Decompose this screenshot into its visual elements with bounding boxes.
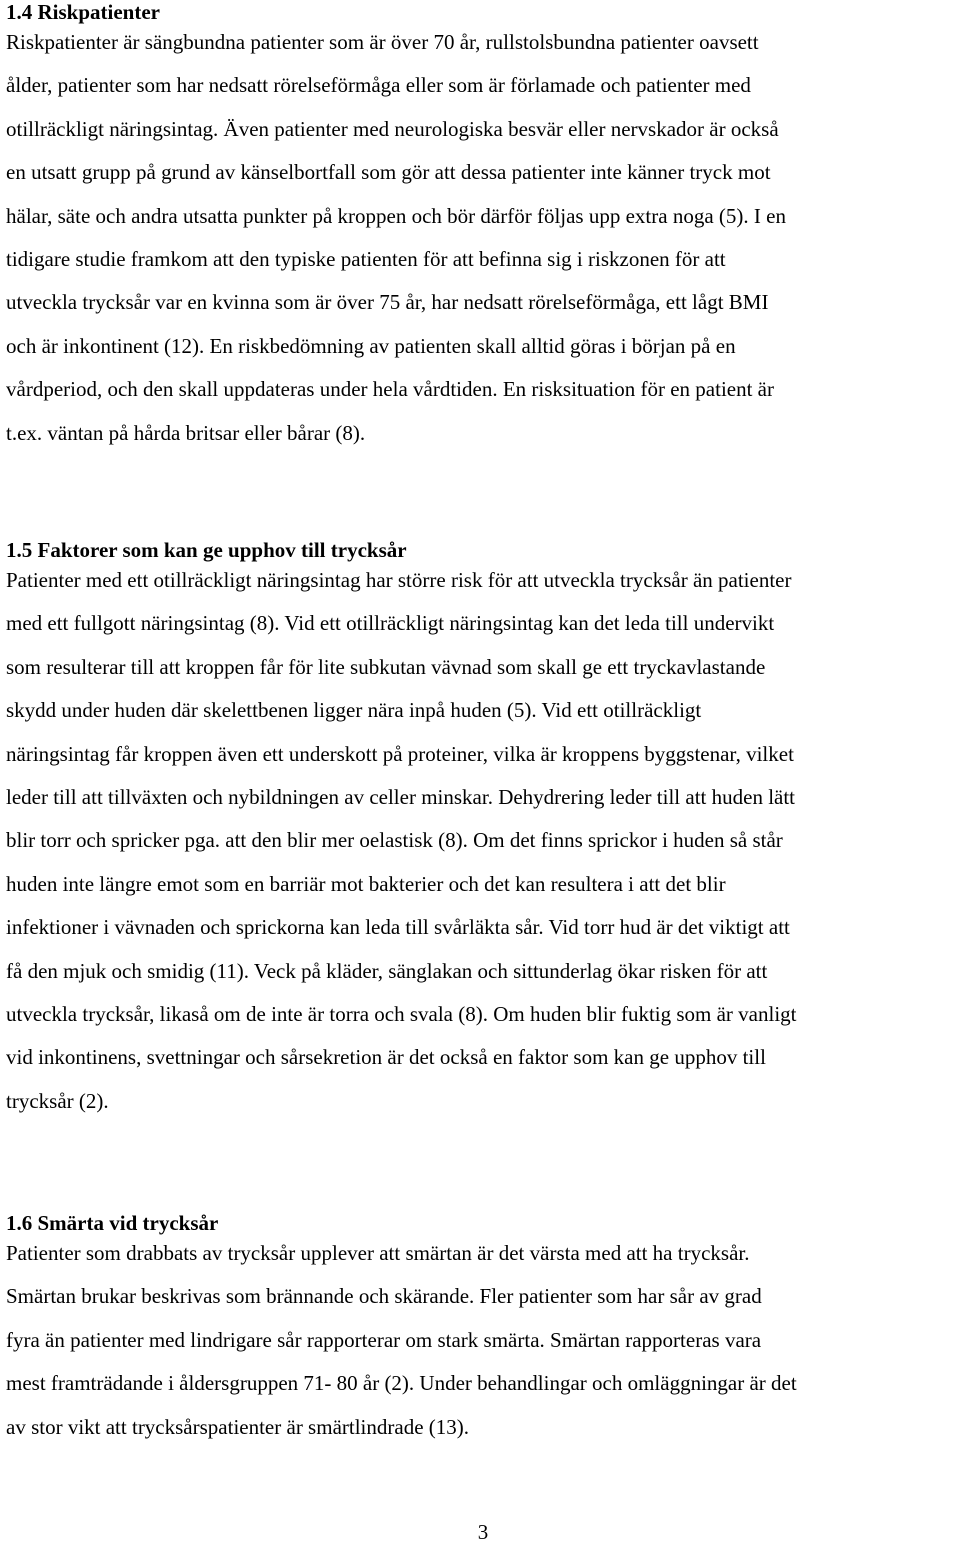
section-paragraph	[6, 21, 786, 455]
text-line: utveckla trycksår var en kvinna som är över 75 år, har nedsatt rörelseförmåga, ett lågt BMI	[6, 290, 769, 315]
page-number: 3	[477, 1520, 489, 1544]
text-line: skydd under huden där skelettbenen ligger nära inpå huden (5). Vid ett otillräckligt	[6, 698, 702, 723]
text-line: trycksår (2).	[6, 1088, 109, 1113]
section-paragraph	[6, 559, 797, 1123]
text-line: mest framträdande i åldersgruppen 71- 80 år (2). Under behandlingar och omläggningar är det	[6, 1371, 797, 1396]
text-line: huden inte längre emot som en barriär mot bakterier och det kan resultera i att det blir	[6, 871, 726, 896]
section-heading: 1.4 Riskpatienter	[6, 0, 160, 24]
section-heading: 1.6 Smärta vid trycksår	[6, 1211, 219, 1235]
section-faktorer	[6, 538, 797, 1123]
text-line: infektioner i vävnaden och sprickorna kan leda till svårläkta sår. Vid torr hud är det viktigt att	[6, 915, 790, 940]
section-heading: 1.5 Faktorer som kan ge upphov till trycksår	[6, 538, 407, 562]
text-line: hälar, säte och andra utsatta punkter på kroppen och bör därför följas upp extra noga (5). I en	[6, 203, 786, 228]
text-line: få den mjuk och smidig (11). Veck på kläder, sänglakan och sittunderlag ökar risken för att	[6, 958, 768, 983]
text-line: som resulterar till att kroppen får för lite subkutan vävnad som skall ge ett tryckavlastande	[6, 654, 766, 679]
section-riskpatienter	[6, 0, 786, 455]
text-line: Patienter med ett otillräckligt näringsintag har större risk för att utveckla trycksår än patienter	[6, 568, 792, 592]
text-line: tidigare studie framkom att den typiske patienten för att befinna sig i riskzonen för att	[6, 246, 726, 271]
text-line: med ett fullgott näringsintag (8). Vid ett otillräckligt näringsintag kan det leda till undervikt	[6, 611, 775, 636]
text-line: fyra än patienter med lindrigare sår rapporterar om stark smärta. Smärtan rapporteras vara	[6, 1327, 762, 1352]
text-line: och är inkontinent (12). En riskbedömning av patienten skall alltid göras i början på en	[6, 333, 736, 358]
text-line: Smärtan brukar beskrivas som brännande och skärande. Fler patienter som har sår av grad	[6, 1284, 762, 1309]
text-line: ålder, patienter som har nedsatt rörelseförmåga eller som är förlamade och patienter med	[6, 73, 751, 98]
text-line: Patienter som drabbats av trycksår upplever att smärtan är det värsta med att ha trycksår.	[6, 1241, 750, 1265]
text-line: t.ex. väntan på hårda britsar eller bårar (8).	[6, 420, 366, 445]
text-line: en utsatt grupp på grund av känselbortfall som gör att dessa patienter inte känner tryck mot	[6, 160, 771, 185]
text-line: leder till att tillväxten och nybildningen av celler minskar. Dehydrering leder till att huden lätt	[6, 784, 796, 809]
text-line: utveckla trycksår, likaså om de inte är torra och svala (8). Om huden blir fuktig som är vanligt	[6, 1001, 797, 1026]
text-line: otillräckligt näringsintag. Även patienter med neurologiska besvär eller nervskador är också	[6, 116, 779, 141]
section-paragraph	[6, 1232, 797, 1449]
text-line: blir torr och spricker pga. att den blir mer oelastisk (8). Om det finns sprickor i huden så står	[6, 828, 783, 853]
text-line: vårdperiod, och den skall uppdateras under hela vårdtiden. En risksituation för en patient är	[6, 377, 774, 402]
text-line: Riskpatienter är sängbundna patienter som är över 70 år, rullstolsbundna patienter oavsett	[6, 30, 759, 54]
section-smarta	[6, 1211, 797, 1449]
text-line: näringsintag får kroppen även ett underskott på proteiner, vilka är kroppens byggstenar, vilket	[6, 741, 794, 766]
text-line: av stor vikt att trycksårspatienter är smärtlindrade (13).	[6, 1414, 470, 1439]
text-line: vid inkontinens, svettningar och sårsekretion är det också en faktor som kan ge upphov till	[6, 1045, 766, 1070]
